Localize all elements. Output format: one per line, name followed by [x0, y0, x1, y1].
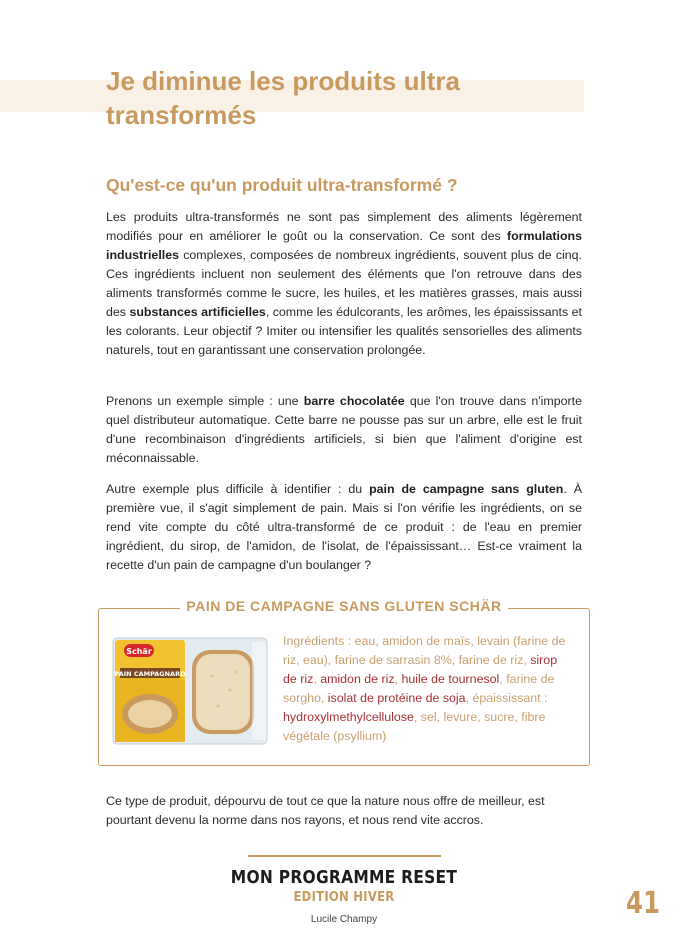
product-name: PAIN CAMPAGNARD — [114, 670, 186, 678]
product-box-title: PAIN DE CAMPAGNE SANS GLUTEN SCHÄR — [0, 598, 688, 616]
ingredients-list: Ingrédients : eau, amidon de maïs, levain (farine de riz, eau), farine de sarrasin 8%, farine de riz, sirop de riz, amidon de riz, huile de tournesol, farine de sorgho, isolat de protéine de soja, épaississant : hydroxylmethylcellulose, sel, levure, sucre, fibre végétale (psyllium) — [283, 634, 566, 743]
page-title: Je diminue les produits ultra transformés — [106, 66, 460, 130]
footer-edition: EDITION HIVER — [293, 889, 395, 905]
paragraph-definition: Les produits ultra-transformés ne sont pas simplement des aliments légèrement modifiés pour en améliorer le goût ou la conservation. Ce sont des formulations industrielles complexes, composées de nombreux ingrédients, souvent plus de cinq. Ces ingrédients incluent non seulement des éléments que l'on retrouve dans des aliments transformés comme le sucre, les huiles, et les matières grasses, mais aussi des substances artificielles, comme les édulcorants, les arômes, les épaississants et les colorants. Leur objectif ? Imiter ou intensifier les qualités sensorielles des aliments naturels, tout en garantissant une conservation prolongée. — [106, 210, 582, 357]
footer-divider — [248, 855, 441, 857]
product-brand: Schär — [126, 647, 152, 656]
paragraph-conclusion: Ce type de produit, dépourvu de tout ce que la nature nous offre de meilleur, est pourtant devenu la norme dans nos rayons, et nous rend vite accros. — [106, 794, 545, 827]
product-image-bread-package — [112, 636, 268, 746]
footer-author: Lucile Champy — [310, 914, 378, 925]
footer-program-title: MON PROGRAMME RESET — [230, 867, 458, 888]
section-subtitle: Qu'est-ce qu'un produit ultra-transformé ? — [106, 175, 458, 195]
paragraph-example-bread: Autre exemple plus difficile à identifier : du pain de campagne sans gluten. À première vue, il s'agit simplement de pain. Mais si l'on vérifie les ingrédients, on se rend vite compte du côté ultra-transformé de ce produit : de l'eau en premier ingrédient, du sirop, de l'amidon, de l'isolat, de l'épaississant… Est-ce vraiment la recette d'un pain de campagne d'un boulanger ? — [106, 482, 582, 572]
page-number: 41 — [625, 886, 661, 921]
paragraph-example-chocolate-bar: Prenons un exemple simple : une barre chocolatée que l'on trouve dans n'importe quel distributeur automatique. Cette barre ne pousse pas sur un arbre, elle est le fruit d'une recombinaison d'ingrédients artificiels, si bien que l'aliment d'origine est méconnaissable. — [106, 394, 582, 465]
